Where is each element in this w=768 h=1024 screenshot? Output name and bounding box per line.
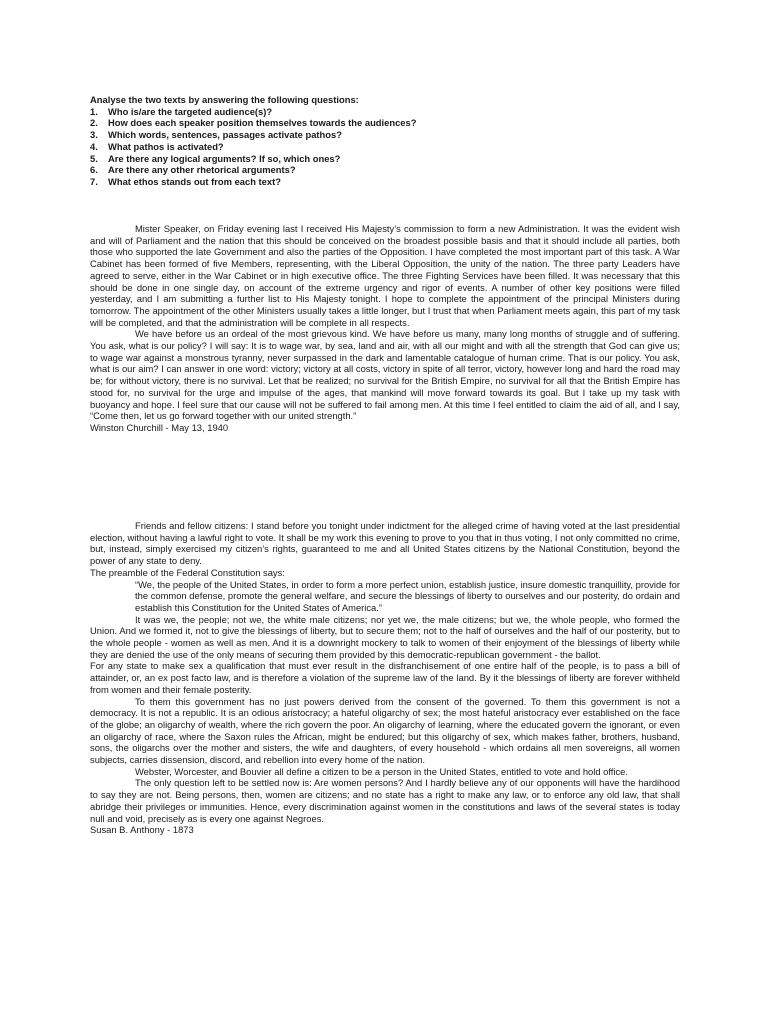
speech-paragraph: It was we, the people; not we, the white male citizens; nor yet we, the male citizens; but we, the whole people, who formed the Union. And we formed it, not to give the blessings of liberty, but to secure them; not to the half of ourselves and the half of our posterity, but to the whole people - women as well as men. And it is a downright mockery to talk to women of their enjoyment of the blessings of liberty while they are denied the use of the only means of securing them provided by this democratic-republican government - the ballot. — [90, 613, 680, 660]
question-text: How does each speaker position themselves towards the audiences? — [108, 117, 417, 129]
question-number: 2. — [90, 117, 98, 129]
question-item — [90, 106, 690, 118]
question-number: 3. — [90, 129, 98, 141]
speech-paragraph: The only question left to be settled now is: Are women persons? And I hardly believe any of our opponents will have the hardihood to say they are not. Being persons, then, women are citizens; and no state has a right to make any law, or to enforce any old law, that shall abridge their privileges or immunities. Hence, every discrimination against women in the constitutions and laws of the several states is today null and void, precisely as is every one against Negroes. — [90, 777, 680, 824]
speech-paragraph: Webster, Worcester, and Bouvier all define a citizen to be a person in the United States, entitled to vote and hold office. — [135, 765, 629, 777]
question-text: Are there any logical arguments? If so, which ones? — [108, 152, 341, 164]
question-item — [90, 141, 690, 153]
questions-section — [90, 94, 690, 188]
speech-paragraph: Friends and fellow citizens: I stand before you tonight under indictment for the alleged crime of having voted at the last presidential election, without having a lawful right to vote. It shall be my work this evening to prove to you that in thus voting, I not only committed no crime, but, instead, simply exercised my citizen’s rights, guaranteed to me and all United States citizens by the National Constitution, beyond the power of any state to deny. — [90, 520, 680, 567]
question-item — [90, 129, 690, 141]
speech-attribution: Winston Churchill - May 13, 1940 — [90, 421, 229, 433]
question-text: Which words, sentences, passages activate pathos? — [108, 129, 342, 141]
speech-paragraph: For any state to make sex a qualification that must ever result in the disfranchisement of one entire half of the people, is to pass a bill of attainder, or, an ex post facto law, and is therefore a violation of the supreme law of the land. By it the blessings of liberty are forever withheld from women and their female posterity. — [90, 660, 680, 695]
question-number: 6. — [90, 164, 98, 176]
speech-paragraph: Mister Speaker, on Friday evening last I received His Majesty’s commission to form a new Administration. It was the evident wish and will of Parliament and the nation that this should be conceived on the broadest possible basis and that it should include all parties, both those who supported the late Government and also the parties of the Opposition. I have completed the most important part of this task. A War Cabinet has been formed of five Members, representing, with the Liberal Opposition, the unity of the nation. The three party Leaders have agreed to serve, either in the War Cabinet or in high executive office. The three Fighting Services have been filled. It was necessary that this should be done in one single day, on account of the extreme urgency and rigor of events. A number of other key positions were filled yesterday, and I am submitting a further list to His Majesty tonight. I hope to complete the appointment of the principal Ministers during tomorrow. The appointment of the other Ministers usually takes a little longer, but I trust that when Parliament meets again, this part of my task will be completed, and that the administration will be complete in all respects. — [90, 223, 680, 328]
questions-list — [90, 106, 690, 188]
question-number: 5. — [90, 152, 98, 164]
speech-attribution: Susan B. Anthony - 1873 — [90, 824, 194, 836]
churchill-speech — [90, 223, 680, 434]
speech-paragraph: To them this government has no just powers derived from the consent of the governed. To them this government is not a democracy. It is not a republic. It is an odious aristocracy; a hateful oligarchy of sex; the most hateful aristocracy ever established on the face of the globe; an oligarchy of wealth, where the rich govern the poor. An oligarchy of learning, where the educated govern the ignorant, or even an oligarchy of race, where the Saxon rules the African, might be endured; but this oligarchy of sex, which makes father, brothers, husband, sons, the oligarchs over the mother and sisters, the wife and daughters, of every household - which ordains all men sovereigns, all women subjects, carries dissension, discord, and rebellion into every home of the nation. — [90, 695, 680, 766]
anthony-speech — [90, 520, 680, 836]
constitution-quote: “We, the people of the United States, in order to form a more perfect union, establish justice, insure domestic tranquillity, provide for the common defense, promote the general welfare, and secure the blessings of liberty to ourselves and our posterity, do ordain and establish this Constitution for the United States of America.” — [135, 578, 680, 613]
question-item — [90, 164, 690, 176]
questions-heading: Analyse the two texts by answering the following questions: — [90, 94, 359, 105]
question-number: 1. — [90, 105, 98, 117]
question-item — [90, 117, 690, 129]
question-number: 4. — [90, 140, 98, 152]
question-text: What ethos stands out from each text? — [108, 175, 281, 187]
question-text: What pathos is activated? — [108, 140, 224, 152]
question-item — [90, 153, 690, 165]
speech-paragraph: The preamble of the Federal Constitution says: — [90, 566, 285, 578]
question-item — [90, 176, 690, 188]
question-text: Who is/are the targeted audience(s)? — [108, 105, 273, 117]
question-number: 7. — [90, 175, 98, 187]
speech-paragraph: We have before us an ordeal of the most grievous kind. We have before us many, many long months of struggle and of suffering. You ask, what is our policy? I will say: It is to wage war, by sea, land and air, with all our might and with all the strength that God can give us; to wage war against a monstrous tyranny, never surpassed in the dark and lamentable catalogue of human crime. That is our policy. You ask, what is our aim? I can answer in one word: victory; victory at all costs, victory in spite of all terror, victory, however long and hard the road may be; for without victory, there is no survival. Let that be realized; no survival for the British Empire, no survival for all that the British Empire has stood for, no survival for the urge and impulse of the ages, that mankind will move forward towards its goal. But I take up my task with buoyancy and hope. I feel sure that our cause will not be suffered to fail among men. At this time I feel entitled to claim the aid of all, and I say, “Come then, let us go forward together with our united strength.” — [90, 328, 680, 422]
question-text: Are there any other rhetorical arguments? — [108, 164, 296, 176]
